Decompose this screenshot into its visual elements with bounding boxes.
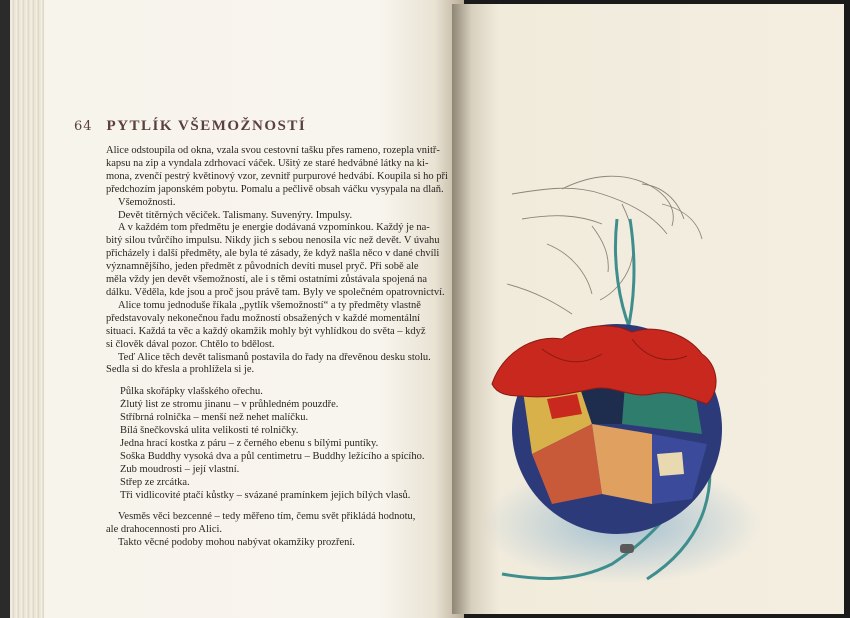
text-line: měla vždy jen devět všemožností, ale i s těmi ostatními zůstávala spojená na [106, 274, 428, 286]
list-item: Bílá šnečkovská ulita velikosti té rolničky. [120, 425, 299, 437]
text-line: Teď Alice těch devět talismanů postavila do řady na dřevěnou desku stolu. [118, 351, 431, 363]
list-item: Půlka skořápky vlašského ořechu. [120, 386, 263, 398]
list-item: Stříbrná rolnička – menší než nehet malíčku. [120, 412, 309, 424]
page-header [74, 118, 306, 135]
page-number: 64 [74, 119, 93, 134]
body-text [106, 145, 464, 550]
list-item: Zub moudrosti – její vlastní. [120, 463, 240, 475]
text-line: Sedla si do křesla a prohlížela si je. [106, 364, 255, 376]
list-item: Střep ze zrcátka. [120, 476, 190, 488]
text-line: předchozím japonském pobytu. Pomalu a pečlivě obsah váčku vysypala na dlaň. [106, 183, 444, 195]
cord-toggle [620, 544, 634, 553]
left-page [44, 0, 464, 618]
text-line: bitý silou tvůrčího impulsu. Nikdy jich s sebou nenosila víc než devět. V úvahu [106, 235, 440, 247]
text-line: dálku. Věděla, kde jsou a proč jsou právě tam. Byly ve společném opatrovnictví. [106, 286, 445, 298]
list-item: Tři vidlicovité ptačí kůstky – svázané pramínkem jejich bílých vlasů. [120, 489, 411, 501]
right-page [452, 4, 844, 614]
text-line: si člověk dával pozor. Chtělo to bdělost. [106, 338, 275, 350]
text-line: představovaly nekonečnou řadu možností obsažených v každé momentální [106, 312, 421, 324]
text-line: situaci. Každá ta věc a každý okamžik mohly být vyhlídkou do světa – když [106, 325, 426, 337]
list-item: Jedna hrací kostka z páru – z černého ebenu s bílými puntíky. [120, 437, 379, 449]
list-item: Žlutý list ze stromu jinanu – v průhledném pouzdře. [120, 399, 339, 411]
chapter-title: PYTLÍK VŠEMOŽNOSTÍ [106, 118, 307, 134]
text-line: Všemožnosti. [118, 196, 176, 208]
pouch-illustration [452, 4, 844, 614]
text-line: kapsu na zip a vyndala zdrhovací váček. Ušitý ze staré hedvábné látky na ki- [106, 157, 429, 169]
text-line: významnějšího, jeden předmět z původních devíti musel pryč. Při sobě ale [106, 261, 419, 273]
text-line: ale drahocennosti pro Alici. [106, 524, 223, 536]
text-line: přicházely i další předměty, ale byla té zásady, že když našla něco v dané chvíli [106, 248, 440, 260]
text-line: Takto věcné podoby mohou nabývat okamžiky prozření. [118, 537, 355, 549]
text-line: mona, zvenčí pestrý květinový vzor, zevnitř purpurové hedvábí. Koupila si ho při [106, 170, 448, 182]
text-line: Alice odstoupila od okna, vzala svou cestovní tašku přes rameno, rozepla vnitř- [106, 145, 440, 156]
book-page-edges [0, 0, 45, 618]
list-item: Soška Buddhy vysoká dva a půl centimetru – Buddhy ležícího a spícího. [120, 450, 425, 462]
text-line: Alice tomu jednoduše říkala „pytlík všemožností“ a ty předměty vlastně [118, 299, 421, 311]
text-line: Devět titěrných věciček. Talismany. Suvenýry. Impulsy. [118, 209, 353, 221]
hand-sketch [507, 176, 702, 314]
text-line: A v každém tom předmětu je energie dodávaná vzpomínkou. Každý je na- [118, 222, 430, 234]
text-line: Vesměs věci bezcenné – tedy měřeno tím, čemu svět přikládá hodnotu, [118, 511, 416, 523]
